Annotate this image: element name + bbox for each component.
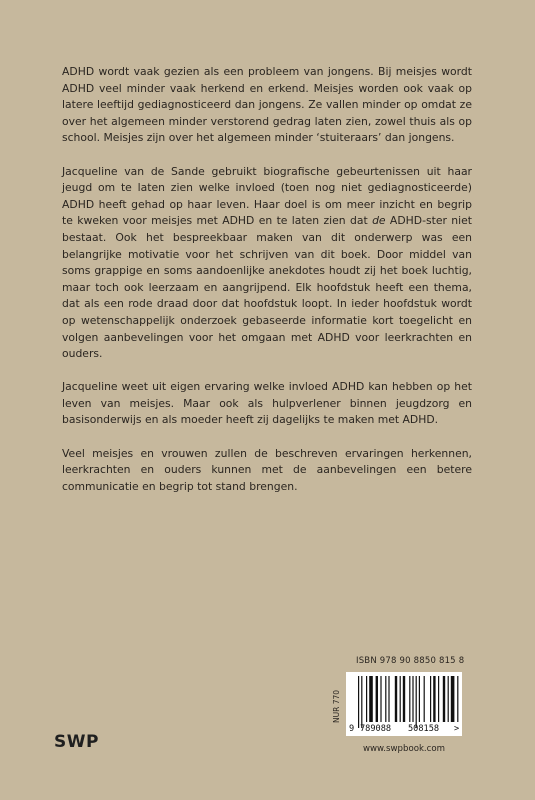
barcode-bar: [395, 676, 397, 722]
barcode-bar: [358, 676, 359, 728]
barcode-bar: [424, 676, 425, 722]
barcode-bar: [448, 676, 449, 722]
barcode-bar: [419, 676, 420, 722]
barcode-right-group: 508158: [408, 724, 440, 734]
barcode-bar: [369, 676, 373, 722]
barcode-bar: [451, 676, 455, 722]
barcode-bar: [388, 676, 389, 722]
paragraph-2: [62, 164, 472, 363]
barcode-bar: [433, 676, 435, 722]
barcode-bar: [409, 676, 410, 722]
barcode-bars: [346, 672, 462, 728]
barcode-bar: [376, 676, 378, 722]
barcode-first-digit: 9: [349, 724, 355, 734]
publisher-website: www.swpbook.com: [363, 744, 446, 754]
paragraph-4: Veel meisjes en vrouwen zullen de beschreven ervaringen herkennen, leerkrachten en ouders kunnen met de aanbevelingen een betere communicatie en begrip tot stand brengen.: [62, 446, 472, 493]
barcode-bar: [416, 676, 417, 728]
barcode-bar: [430, 676, 431, 722]
nur-code: NUR 770: [332, 689, 341, 723]
barcode-bar: [366, 676, 367, 722]
barcode-bar: [457, 676, 458, 722]
paragraph-2-emphasis: de: [372, 214, 386, 228]
barcode-left-group: 789088: [360, 724, 392, 734]
barcode-bar: [403, 676, 405, 722]
publisher-logo: SWP: [54, 732, 99, 752]
isbn-number: ISBN 978 90 8850 815 8: [356, 656, 465, 666]
barcode-bar: [385, 676, 386, 722]
barcode-digits: [346, 724, 462, 736]
barcode-bar: [443, 676, 445, 722]
barcode-bar: [412, 676, 413, 722]
paragraph-2-part-1: Jacqueline van de Sande gebruikt biografische gebeurtenissen uit haar jeugd om te laten zien welke invloed (toen nog niet gediagnosticeerde) ADHD heeft gehad op haar leven. Haar doel is om meer inzicht en begrip te kweken voor meisjes met ADHD en te laten zien dat: [62, 164, 472, 228]
barcode-bar: [361, 676, 362, 728]
back-cover-text: [62, 64, 472, 512]
paragraph-3: Jacqueline weet uit eigen ervaring welke invloed ADHD kan hebben op het leven van meisjes. Maar ook als hulpverlener binnen jeugdzorg en basisonderwijs en als moeder heeft zij dagelijks te maken met ADHD.: [62, 380, 472, 427]
barcode-bar: [438, 676, 439, 722]
barcode-quiet-mark: >: [454, 724, 460, 734]
paragraph-1: ADHD wordt vaak gezien als een probleem van jongens. Bij meisjes wordt ADHD veel minder vaak herkend en erkend. Meisjes worden ook vaak op latere leeftijd gediagnosticeerd dan jongens. Ze vallen minder op omdat ze over het algemeen minder verstorend gedrag laten zien, zowel thuis als op school. Meisjes zijn over het algemeen minder ‘stuiteraars’ dan jongens.: [62, 65, 472, 145]
barcode-bar: [400, 676, 401, 722]
paragraph-2-part-2: ADHD-ster niet bestaat. Ook het bespreekbaar maken van dit onderwerp was een belangrijke motivatie voor het schrijven van dit boek. Door middel van soms grappige en soms aandoenlijke anekdotes houdt zij het boek luchtig, maar toch ook leerzaam en aangrijpend. Elk hoofdstuk heeft een thema, dat als een rode draad door dat hoofdstuk loopt. In ieder hoofdstuk wordt op wetenschappelijk onderzoek gebaseerde informatie kort toegelicht en volgen aanbevelingen voor het omgaan met ADHD voor leerkrachten en ouders.: [62, 214, 472, 361]
barcode-bar: [380, 676, 381, 722]
barcode: [346, 672, 462, 736]
